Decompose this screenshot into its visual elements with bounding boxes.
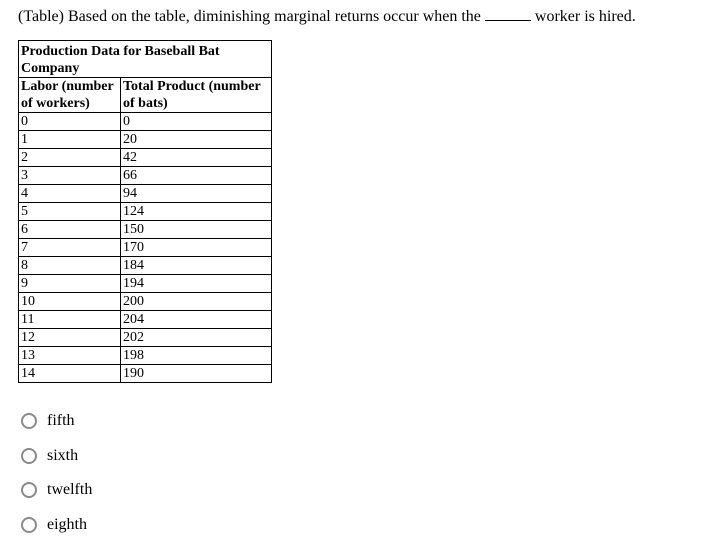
labor-cell: 3 — [19, 167, 121, 185]
total-product-cell: 190 — [121, 365, 272, 383]
table-row — [19, 203, 272, 221]
radio-button-icon[interactable] — [21, 482, 37, 498]
labor-cell: 10 — [19, 293, 121, 311]
total-product-cell: 194 — [121, 275, 272, 293]
total-product-cell: 184 — [121, 257, 272, 275]
question-prefix: (Table) Based on the table, diminishing marginal returns occur when the — [18, 8, 481, 25]
labor-cell: 14 — [19, 365, 121, 383]
table-caption: Production Data for Baseball Bat Company — [19, 41, 272, 78]
total-product-cell: 198 — [121, 347, 272, 365]
table-row — [19, 347, 272, 365]
column-header-labor: Labor (number of workers) — [19, 78, 121, 113]
table-row — [19, 221, 272, 239]
table-row — [19, 257, 272, 275]
total-product-cell: 150 — [121, 221, 272, 239]
option-twelfth[interactable] — [21, 473, 92, 508]
labor-cell: 12 — [19, 329, 121, 347]
table-row — [19, 131, 272, 149]
labor-cell: 2 — [19, 149, 121, 167]
option-label: fifth — [47, 412, 75, 430]
table-row — [19, 185, 272, 203]
total-product-cell: 202 — [121, 329, 272, 347]
labor-cell: 0 — [19, 113, 121, 131]
answer-options — [21, 404, 92, 542]
radio-button-icon[interactable] — [21, 448, 37, 464]
total-product-cell: 42 — [121, 149, 272, 167]
table-row — [19, 293, 272, 311]
labor-cell: 7 — [19, 239, 121, 257]
question-suffix: worker is hired. — [534, 8, 636, 25]
table-row — [19, 311, 272, 329]
labor-cell: 8 — [19, 257, 121, 275]
option-label: eighth — [47, 516, 87, 534]
labor-cell: 11 — [19, 311, 121, 329]
radio-button-icon[interactable] — [21, 517, 37, 533]
labor-cell: 4 — [19, 185, 121, 203]
labor-cell: 9 — [19, 275, 121, 293]
table-row — [19, 149, 272, 167]
total-product-cell: 94 — [121, 185, 272, 203]
option-label: twelfth — [47, 481, 93, 499]
table-row — [19, 167, 272, 185]
total-product-cell: 204 — [121, 311, 272, 329]
total-product-cell: 20 — [121, 131, 272, 149]
answer-blank — [485, 8, 531, 21]
total-product-cell: 0 — [121, 113, 272, 131]
production-data-table — [18, 40, 272, 383]
total-product-cell: 124 — [121, 203, 272, 221]
option-fifth[interactable] — [21, 404, 92, 439]
total-product-cell: 170 — [121, 239, 272, 257]
option-label: sixth — [47, 446, 79, 464]
table-row — [19, 275, 272, 293]
total-product-cell: 66 — [121, 167, 272, 185]
total-product-cell: 200 — [121, 293, 272, 311]
table-row — [19, 239, 272, 257]
column-header-total-product: Total Product (number of bats) — [121, 78, 272, 113]
labor-cell: 13 — [19, 347, 121, 365]
table-row — [19, 329, 272, 347]
table-row — [19, 365, 272, 383]
labor-cell: 6 — [19, 221, 121, 239]
table-row — [19, 113, 272, 131]
labor-cell: 5 — [19, 203, 121, 221]
question-text — [18, 8, 636, 26]
radio-button-icon[interactable] — [21, 413, 37, 429]
option-sixth[interactable] — [21, 439, 92, 474]
option-eighth[interactable] — [21, 508, 92, 543]
labor-cell: 1 — [19, 131, 121, 149]
